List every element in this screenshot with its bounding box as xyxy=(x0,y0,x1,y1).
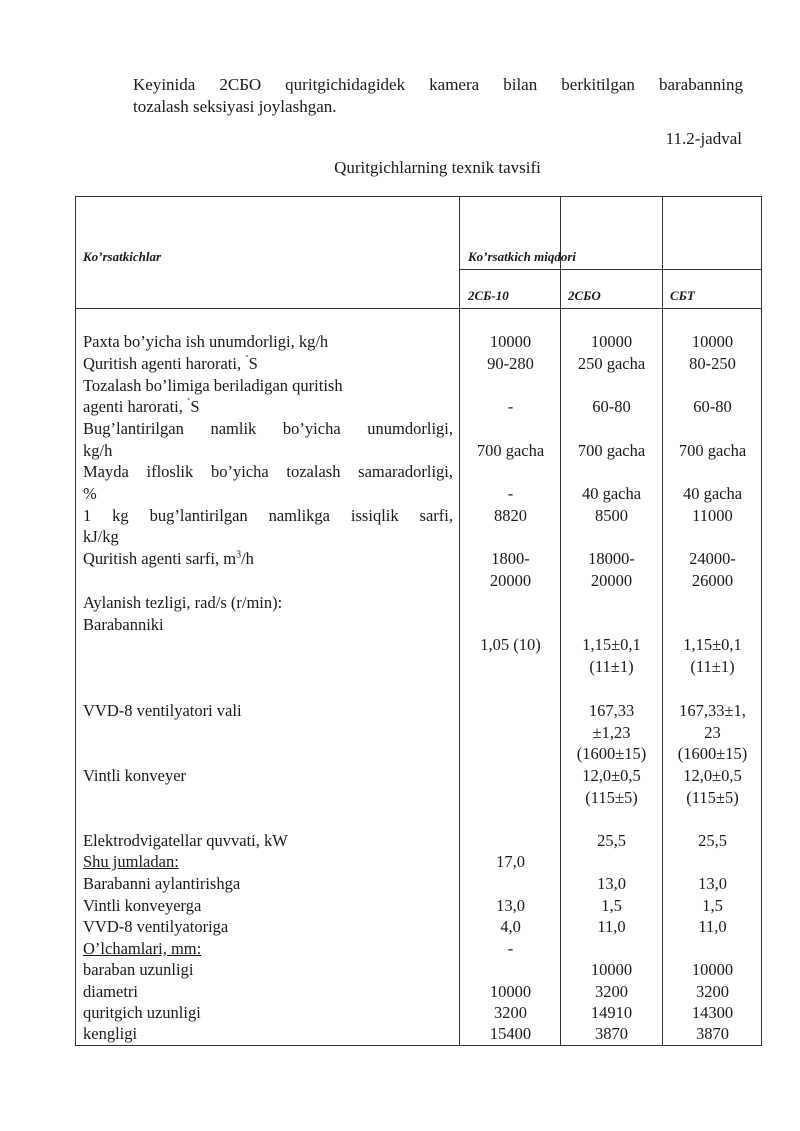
row-label-to-conveyor: Vintli konveyerga xyxy=(83,896,202,915)
cell-value: 1,15±0,1 xyxy=(683,635,742,654)
cell-value: 4,0 xyxy=(500,917,521,936)
row-label-cleaning-temperature-cont: agenti harorati, ˚S xyxy=(83,397,200,416)
cell-value: 10000 xyxy=(590,960,633,979)
cell-value: 12,0±0,5 xyxy=(582,766,641,785)
row-label-rotation-speed: Aylanish tezligi, rad/s (r/min): xyxy=(83,593,283,612)
row-label-width: kengligi xyxy=(83,1024,138,1043)
row-label-including: Shu jumladan: xyxy=(83,852,179,871)
cell-value: 1800- xyxy=(491,549,530,568)
cell-value: 1,15±0,1 xyxy=(582,635,641,654)
cell-value: 12,0±0,5 xyxy=(683,766,742,785)
cell-value: 17,0 xyxy=(496,852,525,871)
cell-value: ±1,23 xyxy=(592,723,631,742)
cell-value: 26000 xyxy=(691,571,734,590)
cell-value: 20000 xyxy=(489,571,532,590)
table-border-left xyxy=(75,196,76,1046)
cell-value: 40 gacha xyxy=(682,484,743,503)
table-number: 11.2-jadval xyxy=(665,129,742,148)
cell-value: 11,0 xyxy=(597,917,626,936)
cell-value: 11,0 xyxy=(698,917,727,936)
cell-value: 40 gacha xyxy=(581,484,642,503)
cell-value: 167,33 xyxy=(588,701,635,720)
row-label-evaporation-unit: kg/h xyxy=(83,441,113,460)
row-label-agent-temperature: Quritish agenti harorati, ˚S xyxy=(83,354,258,373)
cell-value: 250 gacha xyxy=(577,354,646,373)
row-label-agent-consumption: Quritish agenti sarfi, $m^3/h$ xyxy=(83,549,254,568)
cell-value: 10000 xyxy=(590,332,633,351)
cell-value: 10000 xyxy=(489,982,532,1001)
cell-value: (115±5) xyxy=(585,788,638,807)
intro-line-1: Keyinida 2СБО quritgichidagidek kamera bilan berkitilgan barabanning xyxy=(133,75,743,94)
table-border-bottom xyxy=(75,1045,762,1046)
cell-value: 1,5 xyxy=(601,896,622,915)
row-label-drum: Barabanniki xyxy=(83,615,164,634)
cell-value: 3200 xyxy=(696,982,729,1001)
row-label-diameter: diametri xyxy=(83,982,138,1001)
cell-value: 3200 xyxy=(494,1003,527,1022)
cell-value: 23 xyxy=(704,723,721,742)
row-label-screw-conveyor: Vintli konveyer xyxy=(83,766,187,785)
row-label-cleaning-temperature: Tozalash bo’limiga beriladigan quritish xyxy=(83,376,343,395)
cell-value: 13,0 xyxy=(496,896,525,915)
intro-line-2: tozalash seksiyasi joylashgan. xyxy=(133,97,337,116)
cell-value: 18000- xyxy=(588,549,635,568)
header-value: Ko’rsatkich miqdori xyxy=(468,249,576,264)
cell-value: 90-280 xyxy=(487,354,534,373)
row-label-motor-power: Elektrodvigatellar quvvati, kW xyxy=(83,831,288,850)
cell-value: 25,5 xyxy=(597,831,626,850)
specs-table xyxy=(75,196,762,1046)
row-label-cleaning-efficiency: Mayda ifloslik bo’yicha tozalash samaradorligi, xyxy=(83,462,453,481)
cell-value: 25,5 xyxy=(698,831,727,850)
cell-value: 3870 xyxy=(595,1024,628,1043)
cell-value: 11000 xyxy=(692,506,733,525)
column-header-2sbo: 2СБО xyxy=(568,288,601,303)
row-label-evaporation: Bug’lantirilgan namlik bo’yicha unumdorligi, xyxy=(83,419,453,438)
cell-value: 13,0 xyxy=(597,874,626,893)
row-label-productivity: Paxta bo’yicha ish unumdorligi, kg/h xyxy=(83,332,329,351)
table-border-top xyxy=(75,196,762,197)
row-label-dryer-length: quritgich uzunligi xyxy=(83,1003,201,1022)
row-label-drum-rotation: Barabanni aylantirishga xyxy=(83,874,241,893)
cell-value: 20000 xyxy=(590,571,633,590)
cell-value: - xyxy=(507,484,514,503)
row-label-to-fan: VVD-8 ventilyatoriga xyxy=(83,917,229,936)
cell-value: (11±1) xyxy=(690,657,735,676)
row-label-cleaning-efficiency-unit: % xyxy=(83,484,97,503)
row-label-heat-consumption: 1 kg bug’lantirilgan namlikga issiqlik sarfi, xyxy=(83,506,453,525)
cell-value: 8820 xyxy=(494,506,527,525)
cell-value: 60-80 xyxy=(592,397,631,416)
cell-value: 167,33±1, xyxy=(679,701,746,720)
cell-value: 10000 xyxy=(691,960,734,979)
header-indicators: Ko’rsatkichlar xyxy=(83,249,162,264)
cell-value: 700 gacha xyxy=(476,441,545,460)
table-caption: Quritgichlarning texnik tavsifi xyxy=(334,158,541,177)
cell-value: 8500 xyxy=(595,506,628,525)
cell-value: 700 gacha xyxy=(577,441,646,460)
cell-value: 3870 xyxy=(696,1024,729,1043)
cell-value: 15400 xyxy=(489,1024,532,1043)
cell-value: - xyxy=(507,939,514,958)
cell-value: - xyxy=(507,397,514,416)
intro-paragraph xyxy=(133,74,743,118)
cell-value: 80-250 xyxy=(689,354,736,373)
cell-value: (1600±15) xyxy=(677,744,748,763)
header-bottom-line xyxy=(75,308,762,309)
header-divider xyxy=(459,269,762,270)
cell-value: (115±5) xyxy=(686,788,739,807)
cell-value: 14910 xyxy=(590,1003,633,1022)
row-label-drum-length: baraban uzunligi xyxy=(83,960,194,979)
column-header-sbt: СБТ xyxy=(670,288,695,303)
cell-value: 1,5 xyxy=(702,896,723,915)
cell-value: 13,0 xyxy=(698,874,727,893)
cell-value: (11±1) xyxy=(589,657,634,676)
cell-value: 10000 xyxy=(489,332,532,351)
cell-value: 700 gacha xyxy=(678,441,747,460)
cell-value: 10000 xyxy=(691,332,734,351)
cell-value: 60-80 xyxy=(693,397,732,416)
row-label-fan-shaft: VVD-8 ventilyatori vali xyxy=(83,701,242,720)
cell-value: 24000- xyxy=(689,549,736,568)
row-label-heat-consumption-unit: kJ/kg xyxy=(83,527,119,546)
row-label-dimensions: O’lchamlari, mm: xyxy=(83,939,202,958)
cell-value: 3200 xyxy=(595,982,628,1001)
cell-value: 14300 xyxy=(691,1003,734,1022)
column-header-2sb10: 2СБ-10 xyxy=(468,288,509,303)
cell-value: 1,05 (10) xyxy=(480,635,541,654)
cell-value: (1600±15) xyxy=(576,744,647,763)
